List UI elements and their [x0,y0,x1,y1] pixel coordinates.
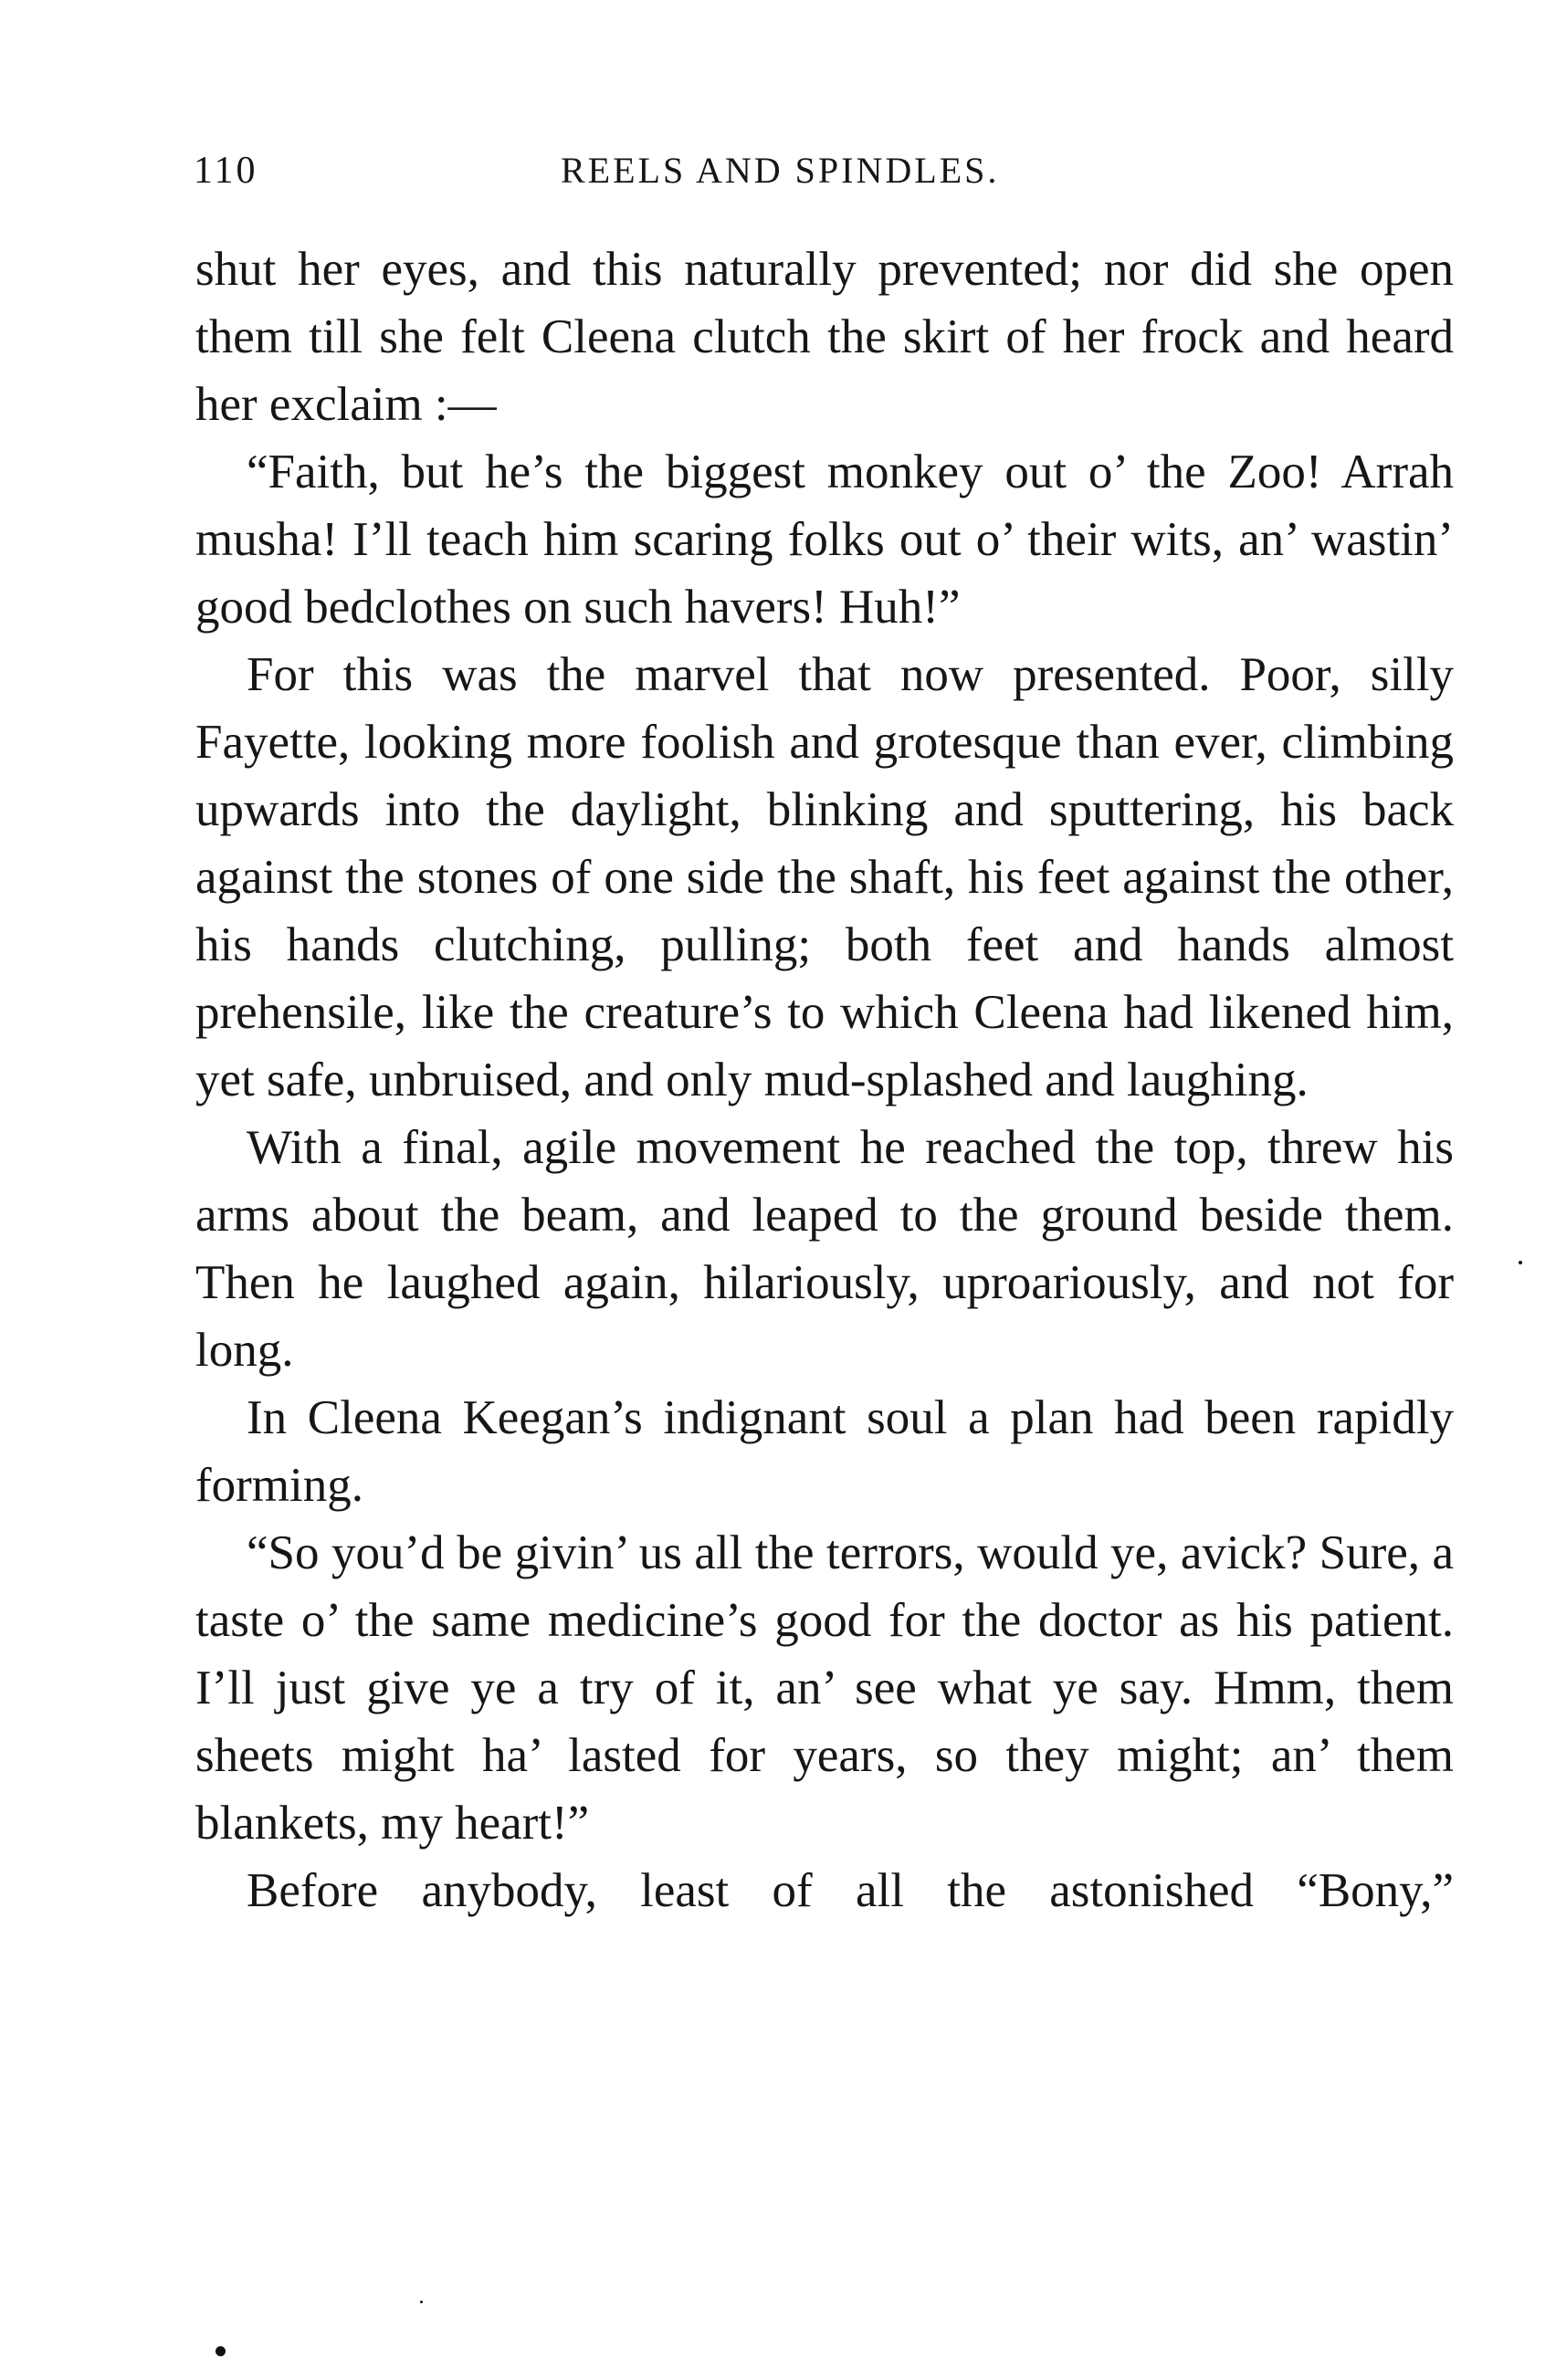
paragraph-cleena-speech: “So you’d be givin’ us all the terrors, would ye, avick? Sure, a taste o’ the same medicine’s good for the doctor as his patient. I’ll just give ye a try of it, an’ see what ye say. Hmm, them sheets might ha’ lasted for years, so they might; an’ them blankets, my heart!” [195,1526,1454,1850]
ink-speck [1519,1261,1522,1264]
ink-speck [420,2301,423,2303]
paragraph-fayette-climbs: For this was the marvel that now presented. Poor, silly Fayette, looking more foolish and grotesque than ever, climbing upwards into the daylight, blinking and sputtering, his back against the stones of one side the shaft, his feet against the other, his hands clutching, pulling; both feet and hands almost prehensile, like the creature’s to which Cleena had likened him, yet safe, unbruised, and only mud-splashed and laughing. [195,648,1454,1106]
running-head [194,149,1454,204]
page-number: 110 [194,150,258,192]
paragraph-plan-forming: In Cleena Keegan’s indignant soul a plan had been rapidly forming. [195,1391,1454,1512]
paragraph-final-movement: With a final, agile movement he reached the top, threw his arms about the beam, and leaped to the ground beside them. Then he laughed again, hilariously, uproariously, and not for long. [195,1121,1454,1377]
paragraph-cleena-exclaims: “Faith, but he’s the biggest monkey out o’ the Zoo! Arrah musha! I’ll teach him scaring folks out o’ their wits, an’ wastin’ good bedclothes on such havers! Huh!” [195,446,1454,634]
paragraph-before-anybody: Before anybody, least of all the astonished “Bony,” [247,1864,1454,1917]
running-title: REELS AND SPINDLES. [561,150,1000,191]
paragraph-continuation: shut her eyes, and this naturally prevented; nor did she open them till she felt Cleena clutch the skirt of her frock and heard her exclaim :— [195,243,1454,431]
body-text [195,236,1454,1924]
ink-speck [216,2346,226,2356]
